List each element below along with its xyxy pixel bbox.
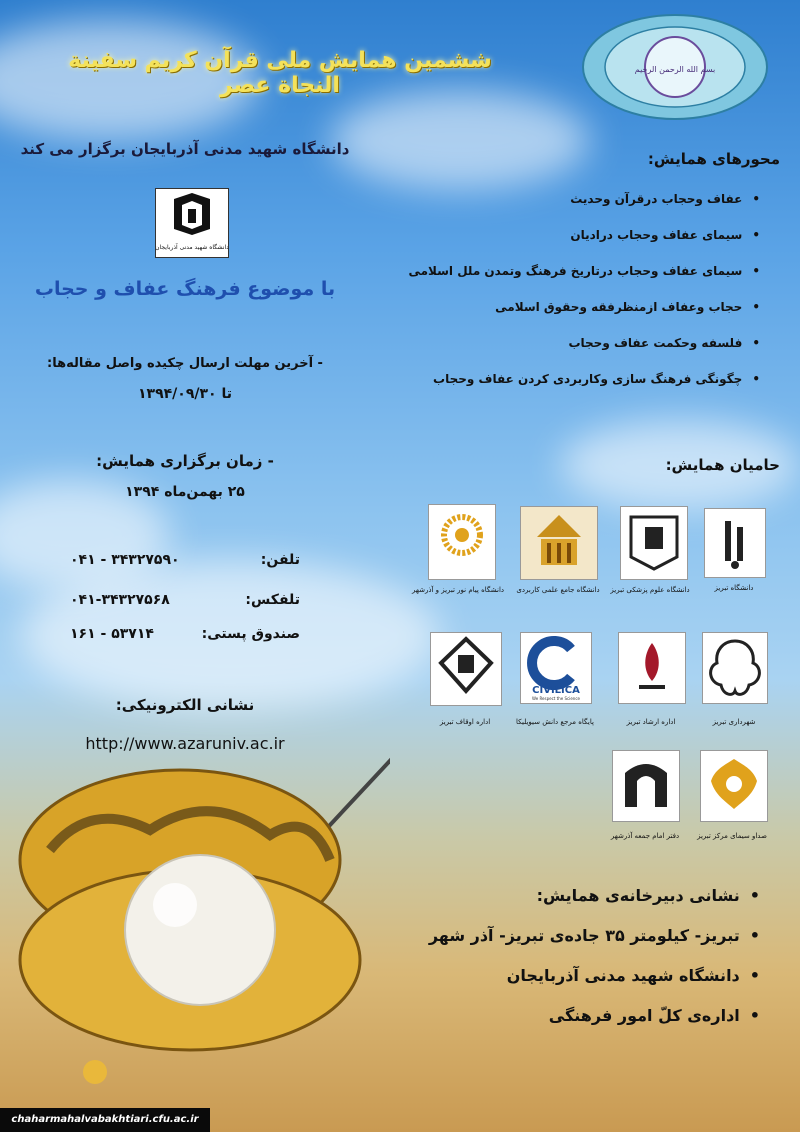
secretariat-list: [380, 884, 760, 1044]
website-link[interactable]: http://www.azaruniv.ac.ir: [85, 734, 285, 753]
phone-label: تلفن:: [260, 552, 300, 568]
sponsor-caption: دانشگاه تبریز: [714, 584, 754, 592]
list-item: • حجاب وعفاف ازمنظرفقه وحقوق اسلامی: [400, 296, 760, 332]
medical-university-logo: [620, 506, 688, 580]
tabriz-university-logo: [704, 508, 766, 578]
pobox-row: [70, 626, 300, 642]
phone-value: ۰۴۱ - ۳۴۳۲۷۵۹۰: [70, 552, 180, 568]
deadline-value: تا ۱۳۹۴/۰۹/۳۰: [138, 386, 232, 402]
email-label: نشانی الکترونیکی:: [115, 696, 255, 714]
pobox-value: ۱۶۱ - ۵۳۷۱۴: [70, 626, 154, 642]
footer-watermark: chaharmahalvabakhtiari.cfu.ac.ir: [0, 1108, 210, 1132]
sponsor-caption: شهرداری تبریز: [712, 718, 756, 726]
deadline-label: - آخرین مهلت ارسال چکیده واصل مقاله‌ها:: [47, 356, 323, 371]
pobox-label: صندوق پستی:: [201, 626, 300, 642]
university-logo: [155, 188, 229, 258]
list-item: • دانشگاه شهید مدنی آذربایجان: [380, 964, 760, 1004]
event-date-label: - زمان برگزاری همایش:: [96, 452, 274, 470]
list-item: • نشانی دبیرخانه‌ی همایش:: [380, 884, 760, 924]
fax-label: تلفکس:: [245, 592, 300, 608]
list-item: • سیمای عفاف وحجاب درادیان: [400, 224, 760, 260]
list-item: • سیمای عفاف وحجاب درتاریخ فرهنگ وتمدن ملل اسلامی: [400, 260, 760, 296]
civilica-logo-sub: We Respect the Science: [532, 696, 580, 701]
irib-logo: [700, 750, 768, 822]
friday-prayer-logo: [612, 750, 680, 822]
civilica-logo: [520, 632, 592, 704]
list-item: • عفاف وحجاب درقرآن وحدیث: [400, 188, 760, 224]
sponsor-caption: دانشگاه علوم پزشکی تبریز: [610, 586, 690, 594]
sponsor-caption: دانشگاه جامع علمی کاربردی: [516, 586, 600, 594]
poster-title: ششمین همایش ملی قرآن کریم سفینة النجاة عصر: [68, 48, 492, 98]
organizer-line: دانشگاه شهید مدنی آذربایجان برگزار می کند: [20, 140, 350, 158]
applied-science-university-logo: [520, 506, 598, 580]
rosette-emblem: [580, 12, 770, 122]
list-item: • تبریز- کیلومتر ۳۵ جاده‌ی تبریز- آذر شهر: [380, 924, 760, 964]
civilica-logo-text: CIVILICA: [532, 685, 580, 696]
sponsor-caption: اداره اوقاف تبریز: [439, 718, 491, 726]
awqaf-logo: [430, 632, 502, 706]
sponsor-caption: صداو سیمای مرکز تبریز: [697, 832, 767, 840]
list-item: • چگونگی فرهنگ سازی وکاربردی کردن عفاف وحجاب: [400, 368, 760, 404]
event-date-value: ۲۵ بهمن‌ماه ۱۳۹۴: [125, 484, 245, 500]
list-item: • اداره‌ی کلّ امور فرهنگی: [380, 1004, 760, 1044]
fax-value: ۰۴۱-۳۴۳۲۷۵۶۸: [70, 592, 170, 608]
axes-list: [400, 188, 760, 404]
rosette-text: بسم الله الرحمن الرحیم: [634, 65, 716, 74]
sponsor-caption: دانشگاه پیام نور تبریز و آذرشهر: [411, 586, 505, 594]
sponsor-caption: پایگاه مرجع دانش سیویلیکا: [516, 718, 594, 726]
axes-title: محورهای همایش:: [647, 150, 780, 168]
list-item: • فلسفه وحکمت عفاف وحجاب: [400, 332, 760, 368]
sponsor-caption: اداره ارشاد تبریز: [626, 718, 676, 726]
payame-noor-logo: [428, 504, 496, 580]
phone-row: [70, 552, 300, 568]
conference-subject: با موضوع فرهنگ عفاف و حجاب: [34, 278, 336, 300]
fax-row: [70, 592, 300, 608]
ershad-logo: [618, 632, 686, 704]
sponsor-caption: دفتر امام جمعه آذرشهر: [610, 832, 680, 840]
cloud: [330, 90, 590, 190]
sponsors-title: حامیان همایش:: [665, 456, 780, 474]
university-logo-caption: دانشگاه شهید مدنی آذربایجان: [156, 244, 228, 251]
pearl-shell-illustration: [10, 740, 390, 1100]
tabriz-municipality-logo: [702, 632, 768, 704]
